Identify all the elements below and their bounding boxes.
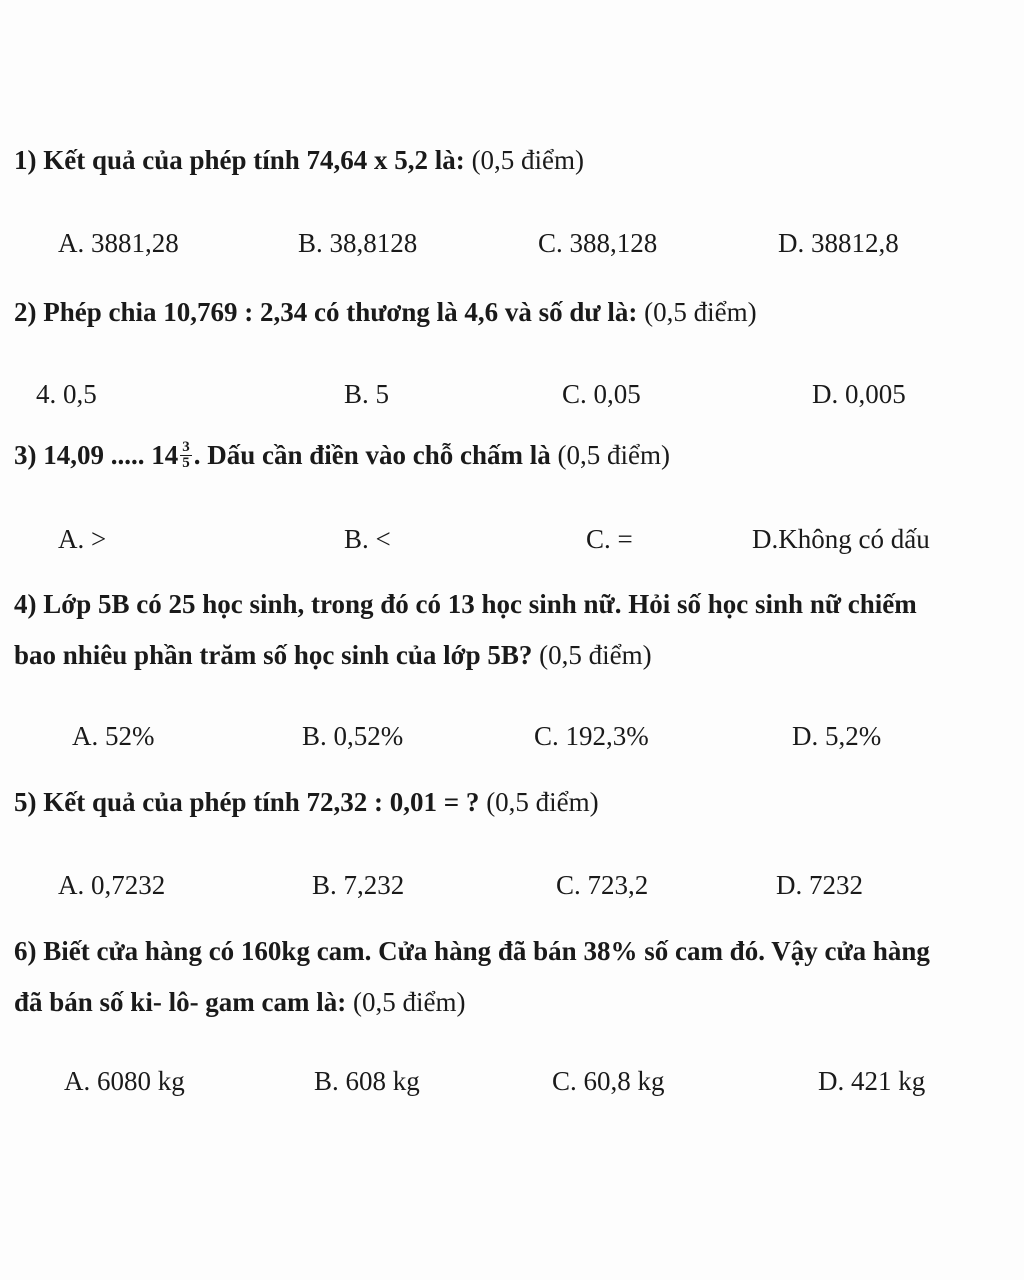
question-1 xyxy=(14,143,584,177)
question-5-text: 5) Kết quả của phép tính 72,32 : 0,01 = ? xyxy=(14,787,480,817)
question-1-option-b: B. 38,8128 xyxy=(298,228,418,258)
question-6-line-2 xyxy=(14,985,466,1019)
fraction-denominator: 5 xyxy=(182,455,190,472)
question-6-text: đã bán số ki- lô- gam cam là: xyxy=(14,987,347,1017)
question-5-option-a: A. 0,7232 xyxy=(58,870,166,900)
question-5-option-b: B. 7,232 xyxy=(312,870,405,900)
question-2-option-b: B. 5 xyxy=(344,379,390,409)
question-3-points: (0,5 điểm) xyxy=(557,440,671,470)
question-6-option-d: D. 421 kg xyxy=(818,1066,926,1096)
question-4-text: bao nhiêu phần trăm số học sinh của lớp 5B? xyxy=(14,640,533,670)
mixed-number-fraction xyxy=(180,440,192,471)
question-6-line-1: 6) Biết cửa hàng có 160kg cam. Cửa hàng đã bán 38% số cam đó. Vậy cửa hàng xyxy=(14,936,930,966)
question-3 xyxy=(14,438,670,473)
question-1-option-c: C. 388,128 xyxy=(538,228,658,258)
question-4-line-2 xyxy=(14,638,652,672)
question-3-option-a: A. > xyxy=(58,524,107,554)
question-1-option-a: A. 3881,28 xyxy=(58,228,179,258)
question-3-text-before: 3) 14,09 ..... 14 xyxy=(14,440,179,470)
question-1-option-d: D. 38812,8 xyxy=(778,228,899,258)
question-5-option-d: D. 7232 xyxy=(776,870,863,900)
question-2-option-c: C. 0,05 xyxy=(562,379,641,409)
question-5-points: (0,5 điểm) xyxy=(486,787,599,817)
question-6-points: (0,5 điểm) xyxy=(353,987,466,1017)
question-3-text-after: . Dấu cần điền vào chỗ chấm là xyxy=(193,440,551,470)
fraction-numerator: 3 xyxy=(182,439,190,456)
question-4-option-c: C. 192,3% xyxy=(534,721,649,751)
question-6-option-c: C. 60,8 kg xyxy=(552,1066,665,1096)
question-6-option-b: B. 608 kg xyxy=(314,1066,420,1096)
question-4-option-d: D. 5,2% xyxy=(792,721,882,751)
question-3-option-d: D.Không có dấu xyxy=(752,524,930,554)
question-2-option-d: D. 0,005 xyxy=(812,379,906,409)
question-4-option-b: B. 0,52% xyxy=(302,721,404,751)
question-5 xyxy=(14,785,599,819)
question-3-option-c: C. = xyxy=(586,524,633,554)
question-4-line-1: 4) Lớp 5B có 25 học sinh, trong đó có 13 học sinh nữ. Hỏi số học sinh nữ chiếm xyxy=(14,589,917,619)
question-4-points: (0,5 điểm) xyxy=(539,640,652,670)
question-6-option-a: A. 6080 kg xyxy=(64,1066,185,1096)
question-2-option-a: 4. 0,5 xyxy=(36,379,97,409)
question-5-option-c: C. 723,2 xyxy=(556,870,649,900)
question-1-points: (0,5 điểm) xyxy=(471,145,585,175)
question-4-option-a: A. 52% xyxy=(72,721,155,751)
question-2 xyxy=(14,295,757,329)
question-2-text: 2) Phép chia 10,769 : 2,34 có thương là 4,6 và số dư là: xyxy=(14,297,638,327)
question-2-points: (0,5 điểm) xyxy=(644,297,757,327)
question-3-option-b: B. < xyxy=(344,524,391,554)
question-1-text: 1) Kết quả của phép tính 74,64 x 5,2 là: xyxy=(14,145,465,175)
